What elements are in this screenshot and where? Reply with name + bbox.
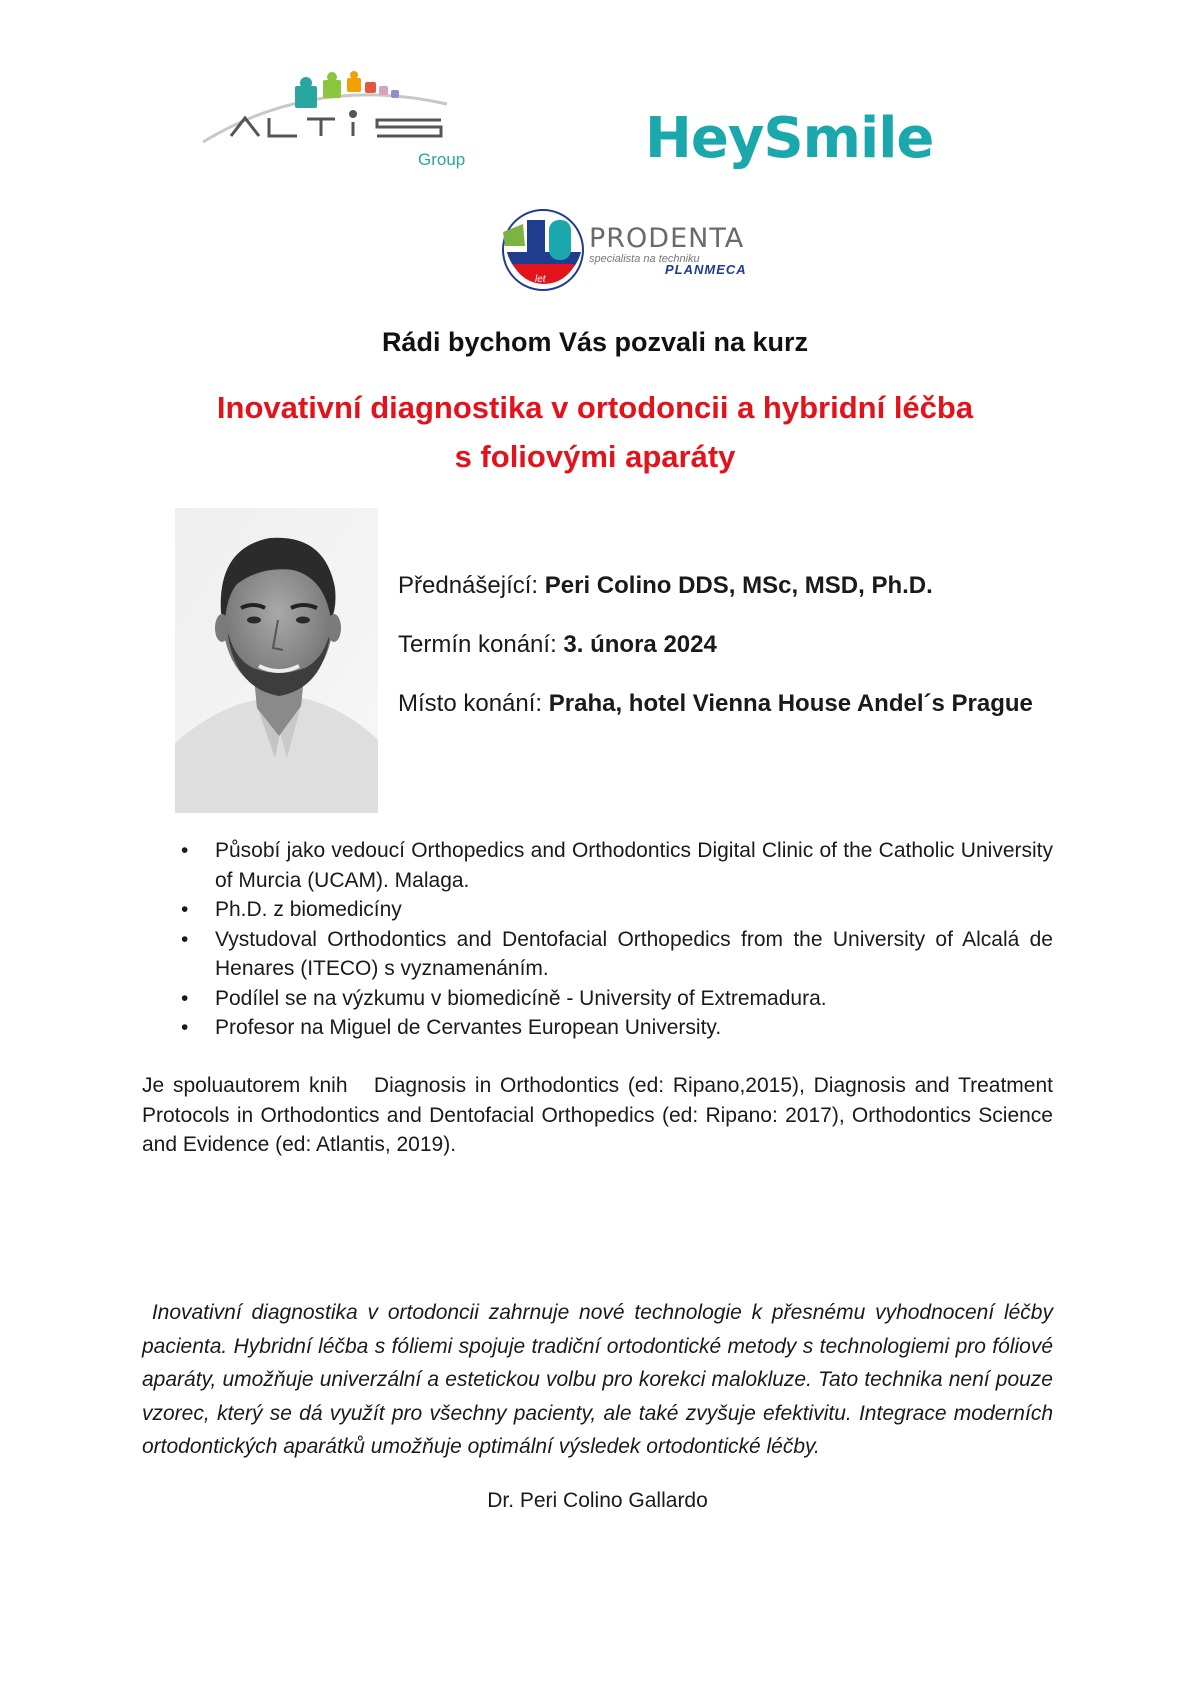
lecturer-bio-list xyxy=(178,836,1053,1043)
bullet-icon: • xyxy=(181,986,189,1010)
list-item-text: Působí jako vedoucí Orthopedics and Orthodontics Digital Clinic of the Catholic University of Murcia (UCAM). Malaga. xyxy=(215,839,1053,892)
list-item-text: Ph.D. z biomedicíny xyxy=(215,898,402,921)
date-label: Termín konání: xyxy=(398,631,564,658)
date-value: 3. února 2024 xyxy=(563,631,717,658)
lecturer-label: Přednášející: xyxy=(398,572,545,599)
course-title-line-1: Inovativní diagnostika v ortodoncii a hybridní léčba xyxy=(216,390,974,425)
list-item-text: Podílel se na výzkumu v biomedicíně - University of Extremadura. xyxy=(215,986,827,1010)
planmeca-brand: PLANMECA xyxy=(665,262,747,277)
list-item-text: Vystudoval Orthodontics and Dentofacial Orthopedics from the University of Alcalá de Henares (ITECO) s vyznamenáním. xyxy=(215,927,1053,980)
prodenta-logo xyxy=(497,206,782,296)
altis-group-text: Group xyxy=(418,150,466,169)
heysmile-logo: HeySmile xyxy=(645,106,934,171)
lecturer-line xyxy=(398,572,933,600)
prodenta-badge-unit: let xyxy=(535,274,546,285)
list-item xyxy=(178,984,1053,1014)
list-item-text: Profesor na Miguel de Cervantes European University. xyxy=(215,1016,722,1039)
list-item xyxy=(178,1013,1053,1043)
date-line xyxy=(398,631,717,659)
books-paragraph: Je spoluautorem knih Diagnosis in Orthodontics (ed: Ripano,2015), Diagnosis and Treatment Protocols in Orthodontics and Dentofacial Orthopedics (ed: Ripano: 2017), Orthodontics Science and Evidence (ed: Atlantis, 2019). xyxy=(142,1074,1059,1156)
prodenta-name: PRODENTA xyxy=(589,223,745,254)
list-item xyxy=(178,895,1053,925)
bullet-icon: • xyxy=(181,839,189,862)
invitation-heading: Rádi bychom Vás pozvali na kurz xyxy=(381,327,809,357)
bullet-icon: • xyxy=(181,927,189,951)
list-item xyxy=(178,925,1053,984)
place-line xyxy=(398,690,1033,718)
lecturer-value: Peri Colino DDS, MSc, MSD, Ph.D. xyxy=(544,572,933,599)
bullet-icon: • xyxy=(181,1016,189,1039)
place-label: Místo konání: xyxy=(398,690,549,717)
prodenta-subtitle: specialista na techniku xyxy=(589,253,700,265)
course-title-line-2: s foliovými aparáty xyxy=(454,439,736,474)
list-item xyxy=(178,836,1053,895)
place-value: Praha, hotel Vienna House Andel´s Prague xyxy=(548,690,1033,717)
lecturer-photo xyxy=(175,508,378,813)
signature: Dr. Peri Colino Gallardo xyxy=(487,1489,708,1512)
course-description: Inovativní diagnostika v ortodoncii zahrnuje nové technologie k přesnému vyhodnocení léčby pacienta. Hybridní léčba s fóliemi spojuje tradiční ortodontické metody s technologiemi pro fóliové aparáty, umožňuje univerzální a estetickou volbu pro korekci malokluze. Tato technika není pouze vzorec, který se dá využít pro všechny pacienty, ale také zvyšuje efektivitu. Integrace moderních ortodontických aparátků umožňuje optimální výsledek ortodontické léčby. xyxy=(142,1301,1059,1458)
bullet-icon: • xyxy=(181,898,189,921)
